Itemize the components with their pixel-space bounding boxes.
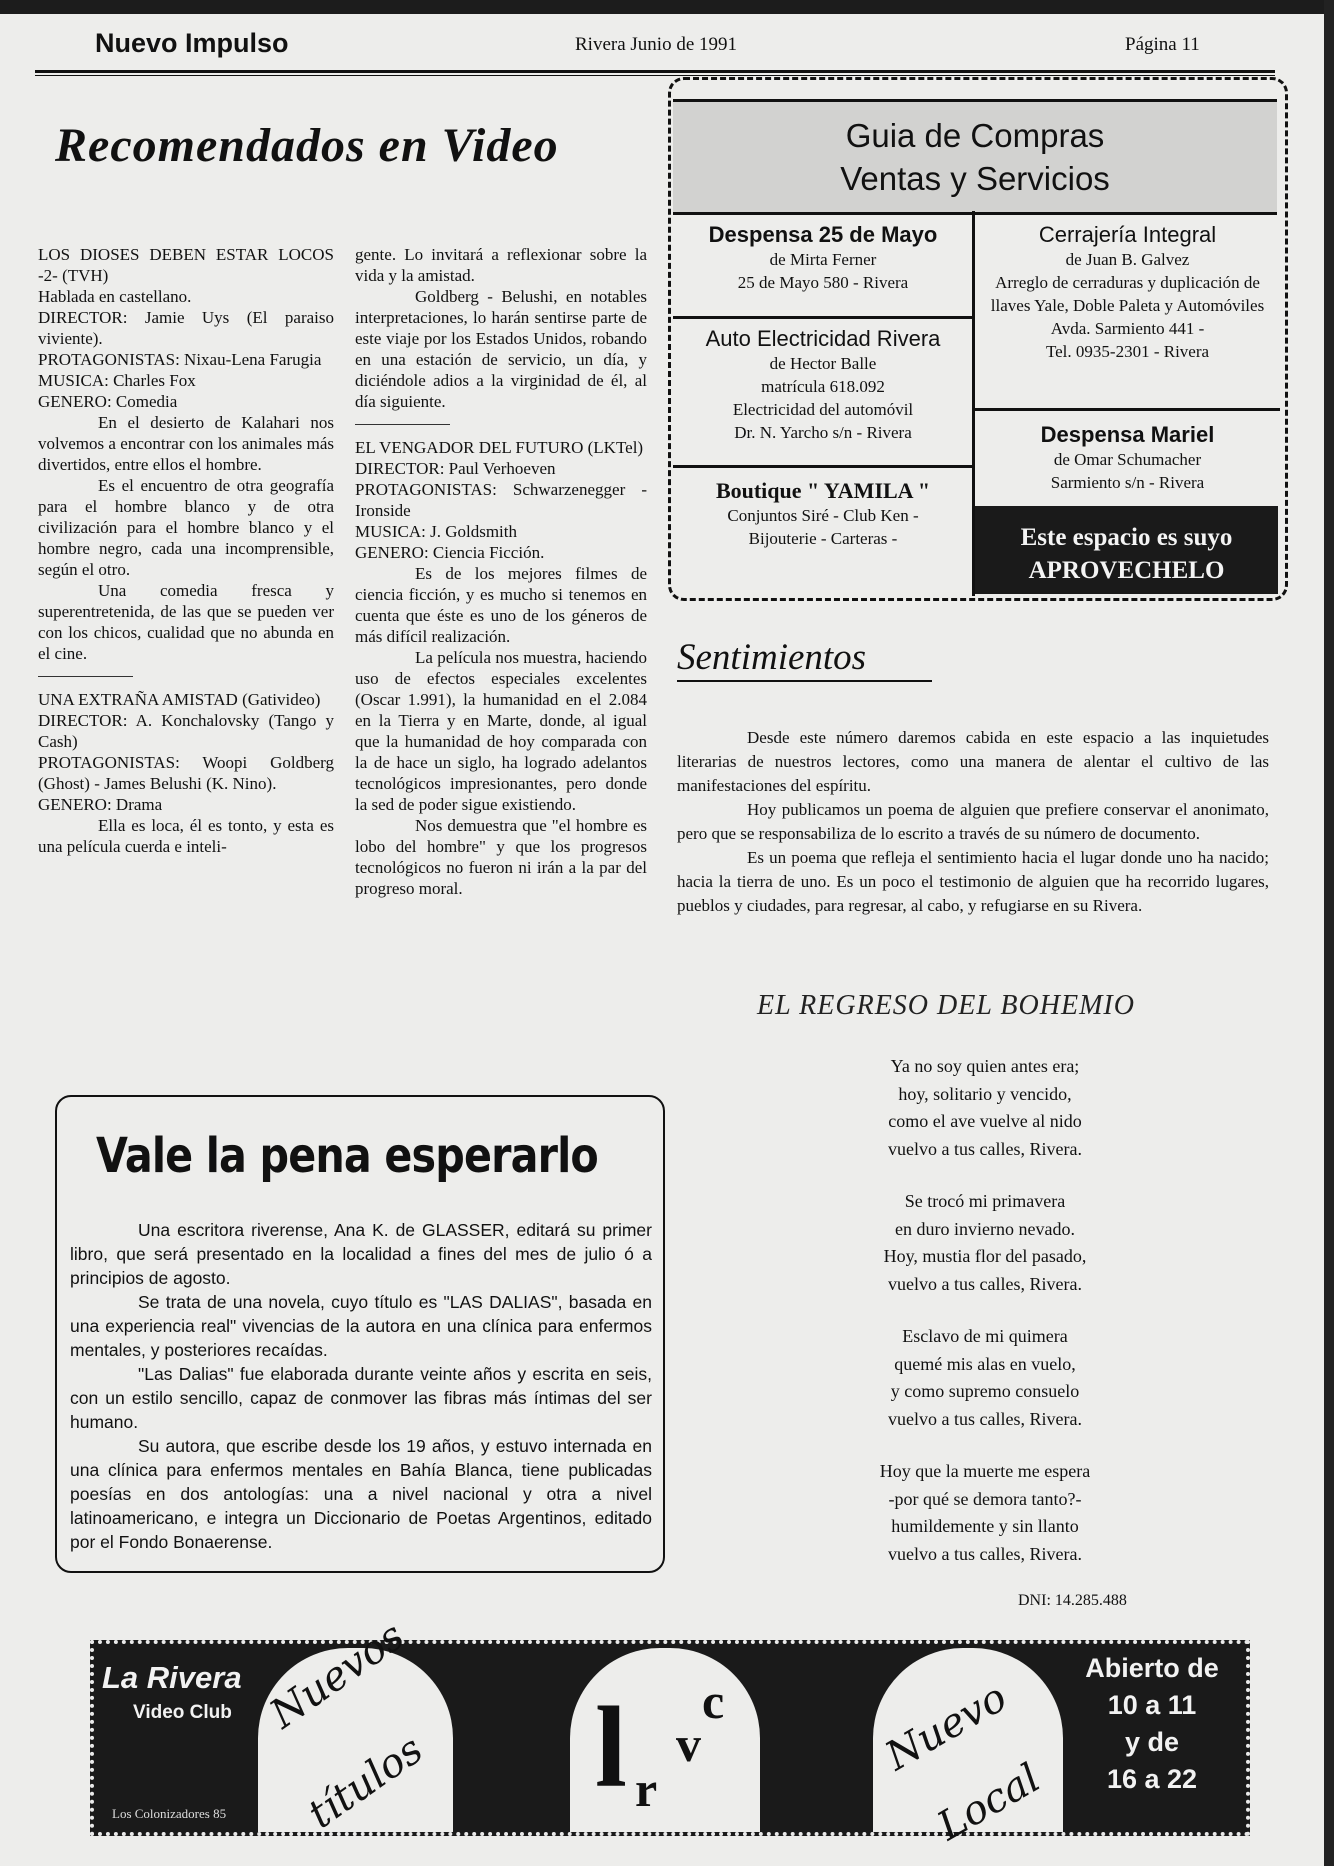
script-nuevos: Nuevos — [262, 1613, 413, 1738]
ad-line: Sarmiento s/n - Rivera — [1050, 473, 1205, 492]
movie2-genre: GENERO: Drama — [38, 795, 163, 814]
ad-line: Avda. Sarmiento 441 - — [1050, 319, 1205, 338]
logo-letter-c: c — [702, 1673, 725, 1729]
poem-line: vuelvo a tus calles, Rivera. — [888, 1138, 1082, 1159]
ad-despensa-25-de-mayo — [676, 222, 970, 294]
poem-line: vuelvo a tus calles, Rivera. — [888, 1273, 1082, 1294]
movie1-review-p1: En el desierto de Kalahari nos volvemos a encontrar con los animales más divertidos, entre ellos el hombre. — [38, 413, 334, 474]
hours-line: Abierto de — [1085, 1653, 1219, 1683]
publication-name: Nuevo Impulso — [95, 28, 289, 58]
poem-line: Esclavo de mi quimera — [902, 1326, 1068, 1346]
ad-line: de Mirta Ferner — [769, 250, 877, 269]
ad-line: Conjuntos Siré - Club Ken - — [727, 506, 919, 525]
ad-line: 25 de Mayo 580 - Rivera — [737, 273, 909, 292]
video-column-1 — [38, 244, 334, 857]
opening-hours — [1072, 1650, 1232, 1798]
poem-line: Hoy que la muerte me espera — [879, 1461, 1091, 1481]
poem-stanza — [820, 1188, 1150, 1298]
ad-line: Bijouterie - Carteras - — [748, 529, 898, 548]
ad-line: Tel. 0935-2301 - Rivera — [1045, 342, 1210, 361]
movie2-review-p2: Goldberg - Belushi, en notables interpretaciones, lo harán sentirse parte de este viaje por los Estados Unidos, robando en una estación de servicio, un día, y diciéndole adios a la virginidad de él, al día siguiente. — [355, 287, 647, 411]
author-dni: DNI: 14.285.488 — [1018, 1592, 1127, 1609]
ad-line: matrícula 618.092 — [761, 377, 885, 396]
movie1-review-p3: Una comedia fresca y superentretenida, de las que se pueden ver con los chicos, cualidad que no abunda en el cine. — [38, 581, 334, 663]
ad-cerrajeria-integral — [980, 222, 1275, 363]
ad-despensa-mariel — [980, 422, 1275, 494]
vale-body — [70, 1218, 652, 1554]
movie2-cast: PROTAGONISTAS: Woopi Goldberg (Ghost) - James Belushi (K. Nino). — [38, 753, 334, 793]
poem — [820, 1053, 1150, 1593]
video-club-subtitle: Video Club — [133, 1702, 232, 1723]
ad-line: de Omar Schumacher — [1053, 450, 1202, 469]
ad-line: de Juan B. Galvez — [1065, 250, 1190, 269]
script-nuevo: Nuevo — [878, 1674, 1015, 1780]
sentimientos-title: Sentimientos — [677, 637, 867, 678]
vale-paragraph: Se trata de una novela, cuyo título es "LAS DALIAS", basada en una experiencia real" vivencias de la autora en una clínica para enfermos mentales, y posteriores recaídas. — [70, 1292, 652, 1360]
video-club-address: Los Colonizadores 85 — [112, 1806, 227, 1821]
ad-name: Despensa Mariel — [1040, 422, 1215, 447]
poem-line: -por qué se demora tanto?- — [888, 1488, 1082, 1509]
movie3-title: EL VENGADOR DEL FUTURO (LKTel) — [355, 438, 644, 457]
ad-line: Dr. N. Yarcho s/n - Rivera — [734, 423, 912, 442]
vale-paragraph: Su autora, que escribe desde los 19 años, y estuvo internada en una clínica para enfermos mentales en Bahía Blanca, tiene publicadas poesías en dos antologías: una a nivel nacional y otra a nivel latinoamericano, e integra un Diccionario de Poetas Argentinos, editado por el Fondo Bonaerense. — [70, 1436, 652, 1552]
movie3-review-p3: Nos demuestra que "el hombre es lobo del hombre" y que los progresos tecnológicos no fueron ni irán a la par del progreso moral. — [355, 816, 647, 898]
promo-line2: APROVECHELO — [1028, 557, 1225, 584]
poem-title: EL REGRESO DEL BOHEMIO — [757, 990, 1135, 1021]
movie2-director: DIRECTOR: A. Konchalovsky (Tango y Cash) — [38, 711, 334, 751]
ad-line: Electricidad del automóvil — [732, 400, 914, 419]
sentimientos-paragraph: Hoy publicamos un poema de alguien que prefiere conservar el anonimato, pero que se responsabiliza de lo escrito a través de su número de documento. — [677, 800, 1269, 843]
logo-letter-v: v — [676, 1716, 701, 1772]
sentimientos-paragraph: Es un poema que refleja el sentimiento hacia el lugar donde uno ha nacido; hacia la tierra de uno. Es un poco el testimonio de alguien que ha recorrido lugares, pueblos y ciudades, para regresar, al cabo, y refugiarse en su Rivera. — [677, 848, 1269, 915]
ad-line: Arreglo de cerraduras y duplicación de llaves Yale, Doble Paleta y Automóviles — [990, 273, 1265, 315]
header-rule — [35, 70, 1275, 73]
movie1-music: MUSICA: Charles Fox — [38, 371, 196, 390]
vale-title: Vale la pena esperarlo — [96, 1128, 598, 1184]
poem-line: quemé mis alas en vuelo, — [894, 1353, 1076, 1374]
poem-line: Se trocó mi primavera — [904, 1191, 1066, 1211]
guide-divider — [673, 465, 973, 468]
ad-name: Boutique " YAMILA " — [715, 478, 931, 503]
poem-line: en duro invierno nevado. — [895, 1218, 1075, 1239]
hours-line: y de — [1124, 1727, 1180, 1757]
column-separator — [355, 424, 450, 425]
scan-top-edge — [0, 0, 1334, 14]
poem-line: vuelvo a tus calles, Rivera. — [888, 1543, 1082, 1564]
sentimientos-body — [677, 726, 1269, 918]
video-club-name: La Rivera — [102, 1660, 242, 1695]
video-column-2 — [355, 244, 647, 899]
scan-right-edge — [1324, 0, 1334, 1866]
movie1-title: LOS DIOSES DEBEN ESTAR LOCOS -2- (TVH) — [38, 245, 334, 285]
poem-line: Ya no soy quien antes era; — [890, 1056, 1080, 1076]
sentimientos-paragraph: Desde este número daremos cabida en este espacio a las inquietudes literarias de nuestros lectores, como una manera de alentar el cultivo de las manifestaciones del espíritu. — [677, 728, 1269, 795]
vale-paragraph: "Las Dalias" fue elaborada durante veinte años y escrita en seis, con un estilo sencillo, capaz de conmover las fibras más íntimas del ser humano. — [70, 1364, 652, 1432]
poem-line: Hoy, mustia flor del pasado, — [883, 1246, 1087, 1266]
advertise-here-promo — [975, 506, 1278, 594]
movie1-language: Hablada en castellano. — [38, 287, 192, 306]
guide-divider — [673, 316, 973, 319]
issue-date: Rivera Junio de 1991 — [575, 34, 738, 55]
page-number: Página 11 — [1125, 34, 1200, 55]
video-section-title: Recomendados en Video — [55, 119, 559, 172]
hours-line: 16 a 22 — [1106, 1764, 1198, 1794]
ad-boutique-yamila — [676, 478, 970, 550]
ad-line: de Hector Balle — [769, 354, 877, 373]
movie3-review-p1: Es de los mejores filmes de ciencia ficción, y es mucho si tenemos en cuenta que éste es uno de los géneros de más difícil realización. — [355, 564, 647, 646]
poem-line: humildemente y sin llanto — [891, 1516, 1079, 1536]
movie2-title: UNA EXTRAÑA AMISTAD (Gativideo) — [38, 690, 321, 709]
logo-letter-l: l — [595, 1684, 627, 1811]
logo-letter-r: r — [635, 1761, 658, 1817]
header-rule-thin — [35, 75, 1275, 76]
hours-line: 10 a 11 — [1107, 1690, 1197, 1720]
poem-line: hoy, solitario y vencido, — [898, 1083, 1072, 1104]
sentimientos-rule — [677, 680, 932, 682]
ad-name: Auto Electricidad Rivera — [705, 326, 941, 351]
ad-name: Despensa 25 de Mayo — [708, 222, 938, 247]
movie3-music: MUSICA: J. Goldsmith — [355, 522, 517, 541]
ad-auto-electricidad-rivera — [676, 326, 970, 444]
guide-title-line2: Ventas y Servicios — [840, 160, 1110, 197]
poem-stanza — [820, 1323, 1150, 1433]
movie1-director: DIRECTOR: Jamie Uys (El paraiso viviente). — [38, 308, 334, 348]
poem-stanza — [820, 1458, 1150, 1568]
movie1-genre: GENERO: Comedia — [38, 392, 178, 411]
vale-paragraph: Una escritora riverense, Ana K. de GLASSER, editará su primer libro, que será presentado en la localidad a fines del mes de julio ó a principios de agosto. — [70, 1220, 652, 1288]
guide-divider — [975, 408, 1280, 411]
movie1-review-p2: Es el encuentro de otra geografía para el hombre blanco y de otra civilización para el hombre blanco y el hombre negro, cada una incomprensible, según el otro. — [38, 476, 334, 579]
movie2-review-cont: gente. Lo invitará a reflexionar sobre la vida y la amistad. — [355, 245, 647, 285]
script-local: Local — [930, 1755, 1048, 1850]
poem-stanza — [820, 1053, 1150, 1163]
movie2-review-p1: Ella es loca, él es tonto, y esta es una película cuerda e inteli- — [38, 816, 334, 856]
ad-name: Cerrajería Integral — [1038, 222, 1217, 247]
column-separator — [38, 676, 133, 677]
movie3-director: DIRECTOR: Paul Verhoeven — [355, 459, 556, 478]
poem-line: y como supremo consuelo — [890, 1381, 1080, 1401]
poem-line: vuelvo a tus calles, Rivera. — [888, 1408, 1082, 1429]
poem-line: como el ave vuelve al nido — [888, 1111, 1082, 1131]
movie3-review-p2: La película nos muestra, haciendo uso de efectos especiales excelentes (Oscar 1.991), la humanidad en el 2.084 en la Tierra y en Marte, donde, al igual que la humanidad de hoy comparada con la de hace un siglo, ha logrado adelantos tecnológicos impresionantes, pero donde la sed de poder sigue existiendo. — [355, 648, 647, 814]
guide-title-line1: Guia de Compras — [845, 117, 1105, 154]
shopping-guide-title — [673, 114, 1277, 200]
movie1-cast: PROTAGONISTAS: Nixau-Lena Farugia — [38, 350, 322, 369]
movie3-cast: PROTAGONISTAS: Schwarzenegger - Ironside — [355, 480, 647, 520]
movie3-genre: GENERO: Ciencia Ficción. — [355, 543, 545, 562]
promo-line1: Este espacio es suyo — [1020, 524, 1233, 551]
script-titulos: títulos — [300, 1726, 432, 1838]
